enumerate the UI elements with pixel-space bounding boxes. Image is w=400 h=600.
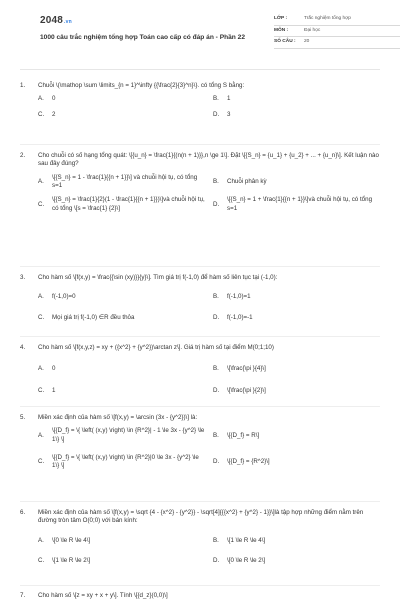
meta-key: SỐ CÂU : (274, 39, 296, 45)
question-body: Chuỗi \(\mathop \sum \limits_{n = 1}^\infty {{\frac{2}{3}^n}\}. có tổng S bằng: (38, 82, 245, 89)
option-text: \[\frac{\pi }{2}\] (227, 386, 266, 394)
question-number: 1. (20, 82, 26, 89)
option-letter: C. (38, 557, 45, 565)
option-letter: A. (38, 177, 44, 185)
options (38, 95, 380, 119)
option-d[interactable] (213, 557, 380, 565)
question-body: Miền xác định của hàm số \[f(x,y) = \arcsin (3x - {y^2})\] là: (38, 414, 198, 421)
question-5 (20, 414, 380, 471)
option-c[interactable] (38, 454, 205, 471)
option-letter: A. (38, 365, 44, 373)
question-divider (20, 585, 380, 586)
option-text: \[{D_f} = \{ \left( (x,y) \right) \in {R^2}|0 \le 3x - {y^2} \le 1\} \] (52, 454, 199, 470)
document-title: 1000 câu trắc nghiệm tổng hợp Toán cao cấp có đáp án - Phần 22 (40, 34, 245, 41)
options (38, 365, 380, 395)
option-text: \[1 \le R \le 4\] (227, 536, 266, 544)
option-b[interactable] (213, 293, 380, 301)
option-letter: D. (213, 200, 220, 208)
question-7 (20, 592, 380, 600)
option-d[interactable] (213, 314, 380, 322)
options (38, 293, 380, 322)
option-c[interactable] (38, 557, 205, 565)
option-letter: B. (213, 365, 219, 373)
question-number: 3. (20, 274, 26, 281)
option-letter: A. (38, 536, 44, 544)
option-text: Chuỗi phân kỳ (227, 177, 267, 185)
question-body: Cho hàm số \[z = xy + x + y\]. Tính \[{d_z}(0,0)\] (38, 592, 168, 599)
site-logo[interactable]: 2048.vn (40, 15, 72, 26)
option-letter: D. (213, 458, 220, 466)
option-letter: D. (213, 313, 220, 321)
meta-key: LỚP : (274, 16, 288, 22)
options (38, 427, 380, 470)
question-text (20, 414, 380, 422)
option-text: f(-1,0)=0 (52, 293, 76, 301)
option-text: 0 (52, 95, 56, 103)
option-d[interactable] (213, 454, 380, 471)
question-divider (20, 144, 380, 145)
option-text: 0 (52, 365, 56, 373)
question-body: Cho hàm số \[f(x,y,z) = xy + ({x^2} + {y^2})\arctan z\]. Giá trị hàm số tại điểm M(0;1;10) (38, 344, 274, 351)
question-divider (20, 501, 380, 502)
question-text (20, 592, 380, 600)
option-b[interactable] (213, 365, 380, 373)
option-letter: A. (38, 431, 44, 439)
option-text: 3 (227, 110, 231, 118)
option-letter: D. (213, 386, 220, 394)
question-body: Cho hàm số \[f(x,y) = \frac{{\sin (xy)}}{y}\]. Tìm giá trị f(-1,0) để hàm số liên tục tại (-1,0): (38, 274, 278, 281)
question-text (20, 509, 380, 526)
options (38, 537, 380, 566)
option-letter: B. (213, 177, 219, 185)
option-letter: B. (213, 536, 219, 544)
option-d[interactable] (213, 387, 380, 395)
option-a[interactable] (38, 293, 205, 301)
option-b[interactable] (213, 95, 380, 103)
question-body: Cho chuỗi có số hạng tổng quát: \[{u_n} = \frac{1}{(n(n + 1)}},n \ge 1\]. Đặt \[{S_n} = {u_1} + {u_2} + ... + {u_n}\]. Kết luận nào sau đây đúng? (38, 152, 379, 168)
question-number: 2. (20, 152, 26, 159)
question-text (20, 152, 380, 169)
meta-value: Trắc nghiệm tổng hợp (304, 16, 351, 22)
option-letter: B. (213, 95, 219, 103)
question-number: 5. (20, 414, 26, 421)
option-text: \[{D_f} = \{ \left( (x,y) \right) \in {R^2}| - 1 \le 3x - {y^2} \le 1\} \] (52, 427, 205, 443)
option-letter: A. (38, 293, 44, 301)
option-letter: A. (38, 95, 44, 103)
meta-key: MÔN : (274, 27, 289, 33)
options (38, 174, 380, 213)
question-number: 4. (20, 344, 26, 351)
question-divider (20, 406, 380, 407)
option-text: 2 (52, 110, 56, 118)
question-text (20, 82, 380, 90)
option-letter: B. (213, 431, 219, 439)
question-6 (20, 509, 380, 565)
option-letter: C. (38, 386, 45, 394)
question-number: 7. (20, 592, 26, 599)
question-4 (20, 344, 380, 395)
question-2 (20, 152, 380, 213)
option-letter: C. (38, 458, 45, 466)
meta-count-row (274, 37, 400, 49)
question-divider (20, 266, 380, 267)
option-a[interactable] (38, 427, 205, 444)
option-text: Mọi giá trị f(-1,0) ∈R đều thỏa (52, 313, 135, 321)
option-a[interactable] (38, 537, 205, 545)
option-c[interactable] (38, 196, 205, 213)
meta-value: Đại học (304, 27, 321, 33)
question-3 (20, 274, 380, 322)
option-a[interactable] (38, 365, 205, 373)
option-text: \[0 \le R \le 2\] (227, 557, 266, 565)
option-text: \[{D_f} = {R^2}\] (227, 458, 270, 466)
option-letter: C. (38, 313, 45, 321)
question-1 (20, 82, 380, 119)
option-d[interactable] (213, 111, 380, 119)
option-letter: C. (38, 110, 45, 118)
option-text: \[\frac{\pi }{4}\] (227, 365, 266, 373)
option-c[interactable] (38, 314, 205, 322)
option-d[interactable] (213, 196, 380, 213)
option-text: \[{D_f} = R\] (227, 431, 260, 439)
page-header (20, 0, 380, 62)
option-a[interactable] (38, 174, 205, 191)
option-text: \[{S_n} = \frac{1}{2}(1 - \frac{1}{{n + 1}})\]và chuỗi hội tụ, có tổng \[s = \frac{1} {2}\] (52, 196, 205, 212)
option-letter: C. (38, 200, 45, 208)
option-text: f(-1,0)=-1 (227, 313, 253, 321)
question-number: 6. (20, 509, 26, 516)
option-c[interactable] (38, 387, 205, 395)
option-letter: B. (213, 293, 219, 301)
option-text: 1 (52, 386, 56, 394)
question-divider (20, 336, 380, 337)
option-c[interactable] (38, 111, 205, 119)
meta-subject-row (274, 26, 400, 38)
option-b[interactable] (213, 174, 380, 191)
option-text: \[{S_n} = 1 - \frac{1}{{n + 1}}\] và chuỗi hội tụ, có tổng s=1 (52, 173, 198, 190)
option-b[interactable] (213, 537, 380, 545)
option-text: \[{S_n} = 1 + \frac{1}{{n + 1}}\]và chuỗi hội tụ, có tổng s=1 (227, 196, 373, 212)
option-text: \[0 \le R \le 4\] (52, 536, 91, 544)
option-text: \[1 \le R \le 2\] (52, 557, 91, 565)
header-divider (20, 69, 380, 70)
meta-value: 20 (304, 39, 310, 45)
option-a[interactable] (38, 95, 205, 103)
question-text (20, 344, 380, 352)
option-letter: D. (213, 110, 220, 118)
question-text (20, 274, 380, 282)
meta-class-row (274, 14, 400, 26)
option-text: f(-1,0)=1 (227, 293, 251, 301)
question-body: Miền xác định của hàm số \[f(x,y) = \sqrt {4 - {x^2} - {y^2}} - \sqrt[4]{{{x^2} + {y^2} - 1}}\]là tập hợp những điểm nằm trên đường tròn tâm O(0;0) với bán kính: (38, 509, 364, 525)
option-b[interactable] (213, 427, 380, 444)
option-letter: D. (213, 557, 220, 565)
document-meta (274, 14, 400, 49)
option-text: 1 (227, 95, 231, 103)
